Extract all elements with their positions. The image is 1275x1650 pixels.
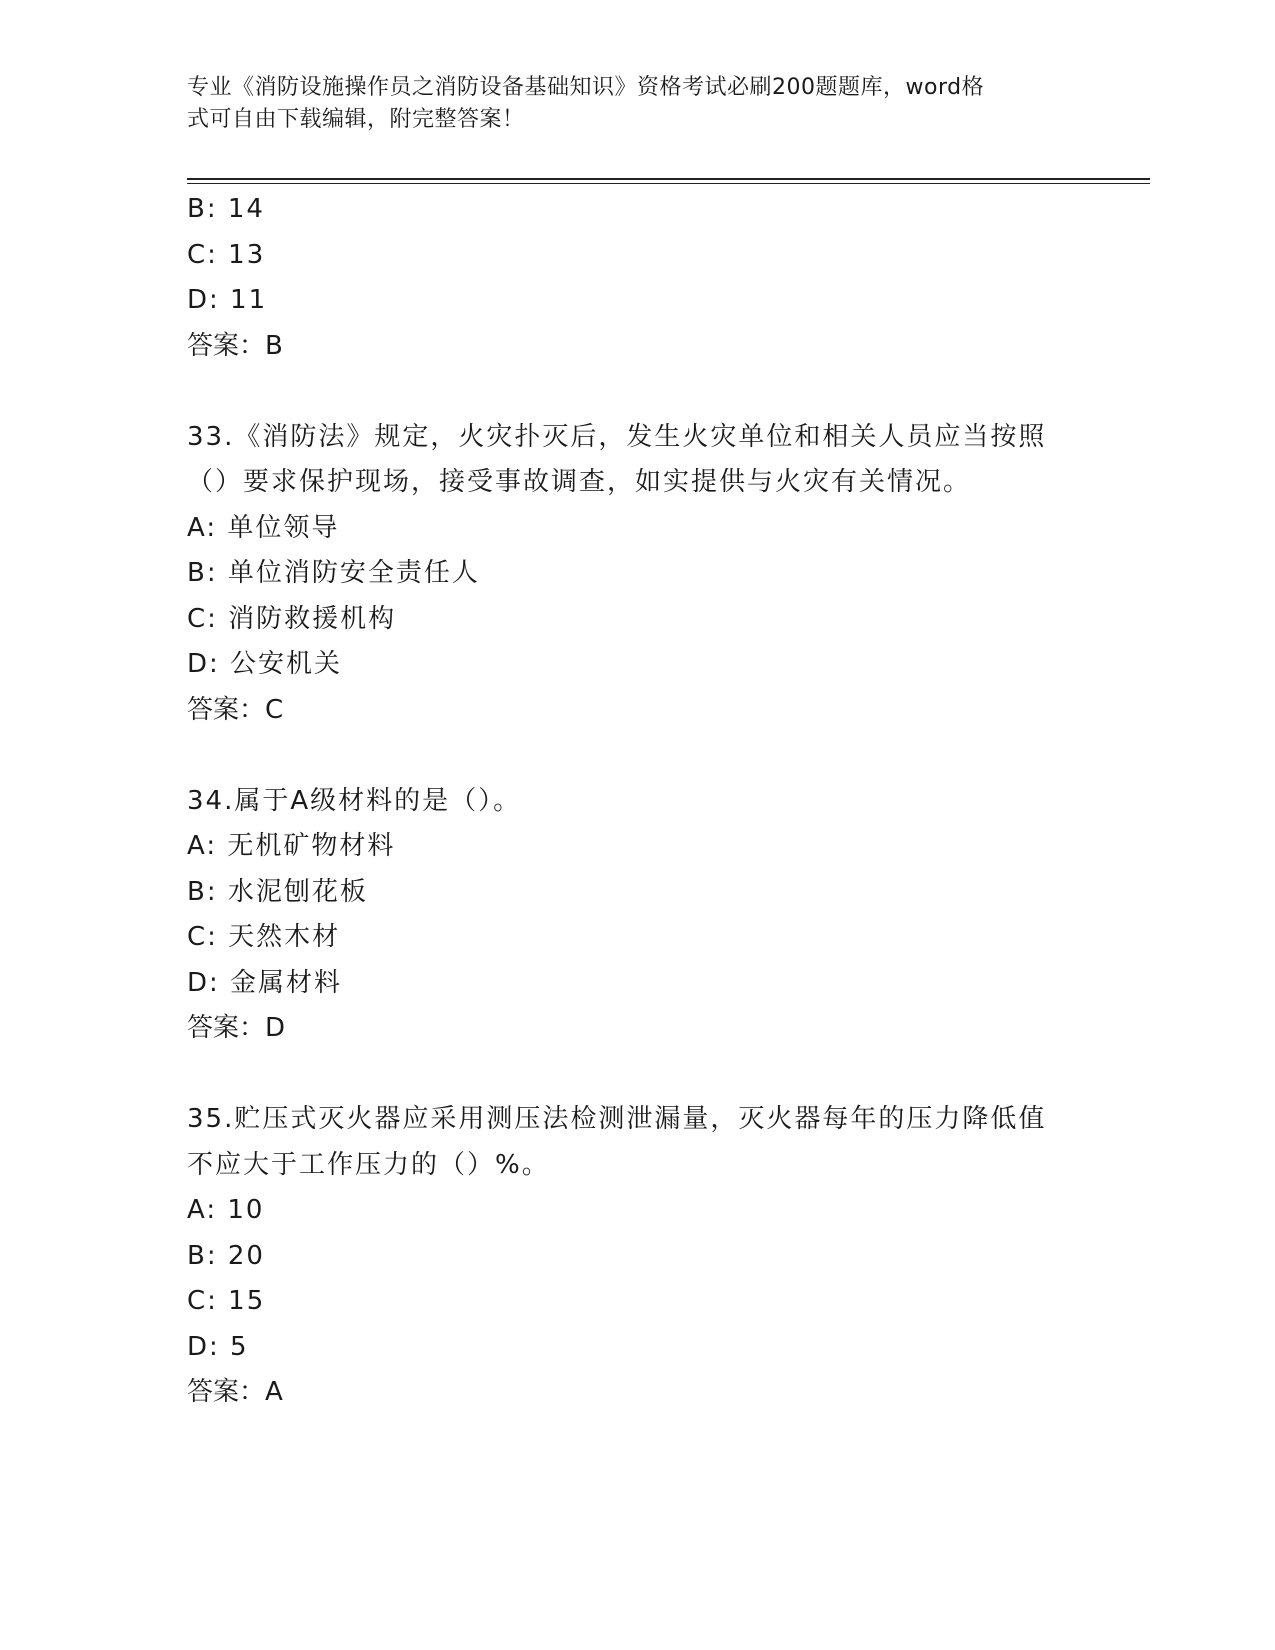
q34-option-d: D: 金属材料 (187, 968, 343, 998)
q33-option-c: C: 消防救援机构 (187, 604, 397, 634)
q34-option-a: A: 无机矿物材料 (187, 831, 396, 861)
header-title-line-1: 专业《消防设施操作员之消防设备基础知识》资格考试必刷200题题库，word格 (187, 75, 985, 100)
document-header (187, 72, 1067, 136)
q33-stem-line-2: （）要求保护现场，接受事故调查，如实提供与火灾有关情况。 (187, 467, 972, 497)
q32-option-d: D: 11 (187, 285, 268, 315)
header-divider-thick (187, 178, 1150, 180)
q34-answer: 答案：D (187, 1013, 286, 1043)
header-divider-thin (187, 183, 1150, 184)
q32-option-c: C: 13 (187, 240, 266, 270)
q33-answer: 答案：C (187, 695, 284, 725)
header-title-line-2: 式可自由下载编辑，附完整答案！ (187, 107, 525, 132)
q34-option-b: B: 水泥刨花板 (187, 877, 368, 907)
q34-option-c: C: 天然木材 (187, 922, 341, 952)
q33-option-d: D: 公安机关 (187, 649, 343, 679)
q35-stem-line-1: 35.贮压式灭火器应采用测压法检测泄漏量，灭火器每年的压力降低值 (187, 1104, 1047, 1134)
q33-stem-line-1: 33.《消防法》规定，火灾扑灭后，发生火灾单位和相关人员应当按照 (187, 422, 1047, 452)
q32-option-b: B: 14 (187, 194, 265, 224)
q33-option-b: B: 单位消防安全责任人 (187, 558, 480, 588)
q35-option-b: B: 20 (187, 1241, 265, 1271)
q35-option-d: D: 5 (187, 1332, 249, 1362)
q35-option-a: A: 10 (187, 1195, 265, 1225)
q33-option-a: A: 单位领导 (187, 513, 340, 543)
q35-stem-line-2: 不应大于工作压力的（）%。 (187, 1150, 550, 1180)
q34-stem-line-1: 34.属于A级材料的是（）。 (187, 786, 522, 816)
q35-option-c: C: 15 (187, 1286, 266, 1316)
q35-answer: 答案：A (187, 1377, 283, 1407)
q32-answer: 答案：B (187, 331, 283, 361)
